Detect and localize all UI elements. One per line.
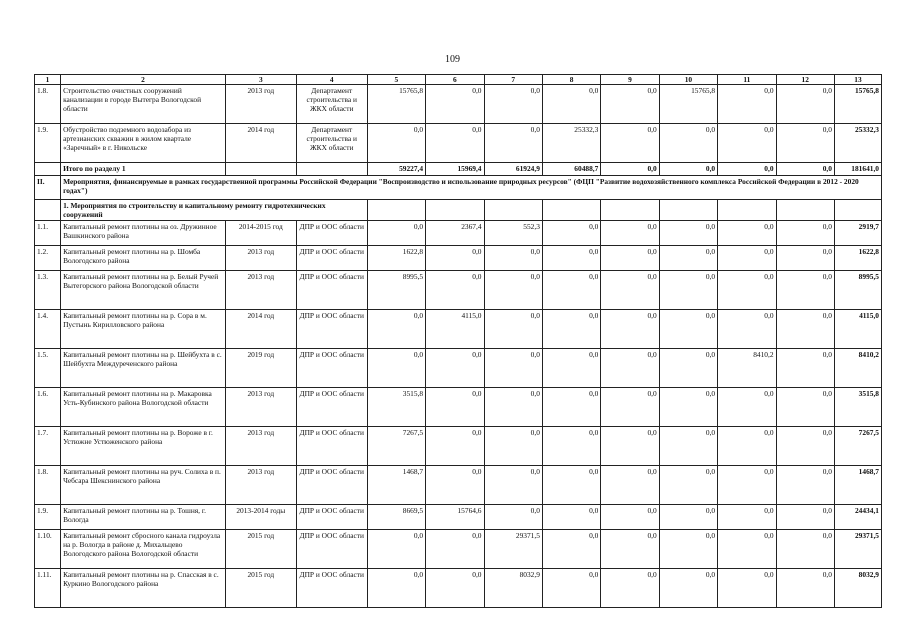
column-number: 13 [834,75,881,85]
value-cell: 0,0 [718,310,776,349]
activity-name: Капитальный ремонт плотины на р. Тошня, г. Вологда [61,505,226,530]
total-value: 0,0 [776,163,834,176]
column-number: 4 [296,75,367,85]
value-cell: 4115,0 [426,310,484,349]
value-cell: 8410,2 [718,349,776,388]
table-row [35,310,882,349]
value-cell: 0,0 [542,569,600,608]
period: 2014 год [225,310,296,349]
value-cell: 0,0 [542,85,600,124]
executor: ДПР и ООС области [296,388,367,427]
value-cell: 0,0 [601,505,659,530]
value-cell: 552,3 [484,221,542,246]
value-cell: 0,0 [776,246,834,271]
value-cell: 0,0 [426,569,484,608]
period: 2015 год [225,530,296,569]
value-cell: 0,0 [484,271,542,310]
executor: ДПР и ООС области [296,349,367,388]
value-cell: 0,0 [426,246,484,271]
value-cell: 7267,5 [367,427,425,466]
period: 2013 год [225,246,296,271]
value-cell: 4115,0 [834,310,881,349]
activity-name: Капитальный ремонт сбросного канала гидроузла на р. Вологда в районе д. Михальцево Вологодского района Вологодской области [61,530,226,569]
value-cell: 0,0 [542,427,600,466]
value-cell: 0,0 [601,310,659,349]
value-cell: 0,0 [484,246,542,271]
value-cell: 0,0 [542,505,600,530]
value-cell: 0,0 [718,466,776,505]
row-number: 1.2. [35,246,61,271]
executor: ДПР и ООС области [296,427,367,466]
row-number: 1.3. [35,271,61,310]
value-cell: 0,0 [484,85,542,124]
row-number: 1.8. [35,466,61,505]
value-cell: 15765,8 [834,85,881,124]
value-cell: 0,0 [367,124,425,163]
value-cell: 0,0 [776,427,834,466]
value-cell: 0,0 [601,569,659,608]
table-row [35,388,882,427]
value-cell: 1622,8 [834,246,881,271]
value-cell: 0,0 [426,124,484,163]
table-row [35,221,882,246]
row-number: 1.1. [35,221,61,246]
value-cell: 0,0 [776,569,834,608]
value-cell: 7267,5 [834,427,881,466]
period: 2013 год [225,427,296,466]
value-cell: 0,0 [367,310,425,349]
value-cell: 0,0 [601,388,659,427]
row-number: 1.5. [35,349,61,388]
value-cell: 0,0 [659,466,717,505]
executor: ДПР и ООС области [296,246,367,271]
value-cell: 0,0 [426,466,484,505]
value-cell: 0,0 [718,530,776,569]
value-cell: 0,0 [542,388,600,427]
value-cell: 15765,8 [367,85,425,124]
value-cell: 1622,8 [367,246,425,271]
table-row [35,530,882,569]
executor: ДПР и ООС области [296,569,367,608]
value-cell [426,200,484,221]
value-cell: 0,0 [718,221,776,246]
value-cell: 0,0 [484,124,542,163]
value-cell [484,200,542,221]
table-row [35,271,882,310]
table-row [35,124,882,163]
value-cell: 2367,4 [426,221,484,246]
value-cell: 8032,9 [834,569,881,608]
executor [296,163,367,176]
column-number: 7 [484,75,542,85]
value-cell: 0,0 [776,271,834,310]
value-cell: 15764,6 [426,505,484,530]
column-number: 9 [601,75,659,85]
value-cell [601,200,659,221]
value-cell: 0,0 [367,349,425,388]
value-cell: 1468,7 [834,466,881,505]
column-number: 5 [367,75,425,85]
value-cell: 0,0 [426,388,484,427]
value-cell: 0,0 [601,221,659,246]
column-number: 3 [225,75,296,85]
executor: ДПР и ООС области [296,221,367,246]
value-cell: 25332,3 [542,124,600,163]
period: 2015 год [225,569,296,608]
row-number: 1.9. [35,505,61,530]
value-cell: 0,0 [601,530,659,569]
column-number: 6 [426,75,484,85]
value-cell: 0,0 [776,388,834,427]
total-value: 0,0 [659,163,717,176]
total-label: Итого по разделу 1 [61,163,226,176]
value-cell: 0,0 [776,349,834,388]
column-number: 1 [35,75,61,85]
value-cell: 8995,5 [367,271,425,310]
value-cell: 0,0 [659,349,717,388]
period: 2013 год [225,85,296,124]
column-number: 10 [659,75,717,85]
table-row [35,569,882,608]
executor: ДПР и ООС области [296,505,367,530]
activity-name: Капитальный ремонт плотины на р. Сора в м. Пустынь Кирилловского района [61,310,226,349]
value-cell: 3515,8 [834,388,881,427]
value-cell: 0,0 [718,85,776,124]
value-cell: 15765,8 [659,85,717,124]
executor: ДПР и ООС области [296,530,367,569]
period [225,163,296,176]
activity-name: Капитальный ремонт плотины на р. Шомба Вологодского района [61,246,226,271]
page-number: 109 [445,54,460,65]
value-cell: 0,0 [426,349,484,388]
value-cell: 0,0 [659,530,717,569]
column-number: 8 [542,75,600,85]
column-number: 11 [718,75,776,85]
value-cell: 0,0 [542,349,600,388]
period: 2013 год [225,388,296,427]
value-cell: 0,0 [484,349,542,388]
value-cell: 0,0 [601,124,659,163]
value-cell: 0,0 [776,221,834,246]
total-value: 181641,0 [834,163,881,176]
value-cell: 1468,7 [367,466,425,505]
period: 2013 год [225,271,296,310]
column-number: 2 [61,75,226,85]
row-number [35,200,61,221]
value-cell: 8669,5 [367,505,425,530]
value-cell: 0,0 [426,427,484,466]
value-cell: 0,0 [601,466,659,505]
value-cell: 0,0 [484,310,542,349]
value-cell: 0,0 [659,271,717,310]
activity-name: Капитальный ремонт плотины на р. Шейбухта в с. Шейбухта Междуреченского района [61,349,226,388]
value-cell: 24434,1 [834,505,881,530]
period: 2014-2015 год [225,221,296,246]
subsection-row [35,200,882,221]
row-number: 1.4. [35,310,61,349]
value-cell: 0,0 [659,505,717,530]
period: 2013 год [225,466,296,505]
value-cell: 0,0 [776,530,834,569]
value-cell: 0,0 [601,427,659,466]
table-row [35,246,882,271]
table-row [35,466,882,505]
value-cell: 0,0 [776,505,834,530]
value-cell: 0,0 [776,466,834,505]
period: 2019 год [225,349,296,388]
value-cell: 0,0 [367,221,425,246]
row-number: 1.11. [35,569,61,608]
value-cell [367,200,425,221]
value-cell: 29371,5 [484,530,542,569]
total-value: 0,0 [718,163,776,176]
row-number: 1.8. [35,85,61,124]
row-number: 1.6. [35,388,61,427]
activity-name: Капитальный ремонт плотины на р. Макаровка Усть-Кубинского района Вологодской области [61,388,226,427]
value-cell: 0,0 [542,221,600,246]
table-row [35,85,882,124]
value-cell [718,200,776,221]
value-cell: 8032,9 [484,569,542,608]
value-cell: 0,0 [601,85,659,124]
value-cell: 0,0 [484,505,542,530]
value-cell: 2919,7 [834,221,881,246]
row-number: 1.7. [35,427,61,466]
total-value: 60488,7 [542,163,600,176]
value-cell: 0,0 [601,349,659,388]
value-cell: 0,0 [601,246,659,271]
section-number: II. [35,176,61,200]
column-number: 12 [776,75,834,85]
value-cell: 0,0 [659,246,717,271]
activity-name: Капитальный ремонт плотины на р. Спасская в с. Куркино Вологодского района [61,569,226,608]
section-row [35,176,882,200]
total-value: 59227,4 [367,163,425,176]
total-value: 0,0 [601,163,659,176]
value-cell: 0,0 [718,388,776,427]
activity-name: Капитальный ремонт плотины на руч. Солиха в п. Чебсара Шекснинского района [61,466,226,505]
value-cell: 0,0 [484,466,542,505]
value-cell: 0,0 [484,388,542,427]
value-cell: 0,0 [659,388,717,427]
value-cell: 0,0 [659,124,717,163]
value-cell [834,200,881,221]
value-cell: 0,0 [718,246,776,271]
column-number-row [35,75,882,85]
total-value: 15969,4 [426,163,484,176]
value-cell: 0,0 [484,427,542,466]
row-number: 1.9. [35,124,61,163]
executor: Департамент строительства и ЖКХ области [296,124,367,163]
value-cell: 0,0 [542,530,600,569]
value-cell: 0,0 [659,569,717,608]
table-row [35,427,882,466]
value-cell: 0,0 [426,530,484,569]
value-cell: 8410,2 [834,349,881,388]
value-cell: 0,0 [601,271,659,310]
value-cell: 0,0 [776,85,834,124]
value-cell: 0,0 [659,310,717,349]
activity-name: Строительство очистных сооружений канализации в городе Вытегра Вологодской области [61,85,226,124]
executor: ДПР и ООС области [296,466,367,505]
value-cell [659,200,717,221]
value-cell [776,200,834,221]
value-cell: 0,0 [426,85,484,124]
table-row [35,505,882,530]
subsection-title: 1. Мероприятия по строительству и капитальному ремонту гидротехнических сооружений [61,200,368,221]
activity-name: Капитальный ремонт плотины на р. Вороже в г. Устюжне Устюженского района [61,427,226,466]
row-number: 1.10. [35,530,61,569]
value-cell: 0,0 [659,221,717,246]
value-cell: 0,0 [542,246,600,271]
value-cell: 0,0 [718,505,776,530]
value-cell: 0,0 [776,310,834,349]
value-cell: 0,0 [542,466,600,505]
value-cell: 0,0 [542,310,600,349]
value-cell: 0,0 [718,427,776,466]
value-cell: 25332,3 [834,124,881,163]
executor: ДПР и ООС области [296,271,367,310]
activity-name: Капитальный ремонт плотины на оз. Дружинное Вашкинского района [61,221,226,246]
total-row [35,163,882,176]
total-value: 61924,9 [484,163,542,176]
period: 2013-2014 годы [225,505,296,530]
activity-name: Капитальный ремонт плотины на р. Белый Ручей Вытегорского района Вологодской области [61,271,226,310]
value-cell: 0,0 [426,271,484,310]
value-cell: 0,0 [718,569,776,608]
value-cell: 0,0 [659,427,717,466]
executor: ДПР и ООС области [296,310,367,349]
value-cell: 0,0 [776,124,834,163]
table-row [35,349,882,388]
value-cell [542,200,600,221]
value-cell: 8995,5 [834,271,881,310]
activity-name: Обустройство подземного водозабора из артезианских скважин в жилом квартале «Заречный» в г. Никольске [61,124,226,163]
executor: Департамент строительства и ЖКХ области [296,85,367,124]
period: 2014 год [225,124,296,163]
value-cell: 0,0 [367,569,425,608]
section-title: Мероприятия, финансируемые в рамках государственной программы Российской Федерации "Воспроизводство и использование природных ресурсов" (ФЦП "Развитие водохозяйственного комплекса Российской Федерации в 2012 - 2020 годах") [61,176,882,200]
value-cell: 0,0 [367,530,425,569]
row-number [35,163,61,176]
value-cell: 3515,8 [367,388,425,427]
value-cell: 29371,5 [834,530,881,569]
value-cell: 0,0 [542,271,600,310]
value-cell: 0,0 [718,124,776,163]
value-cell: 0,0 [718,271,776,310]
program-table [34,74,882,608]
